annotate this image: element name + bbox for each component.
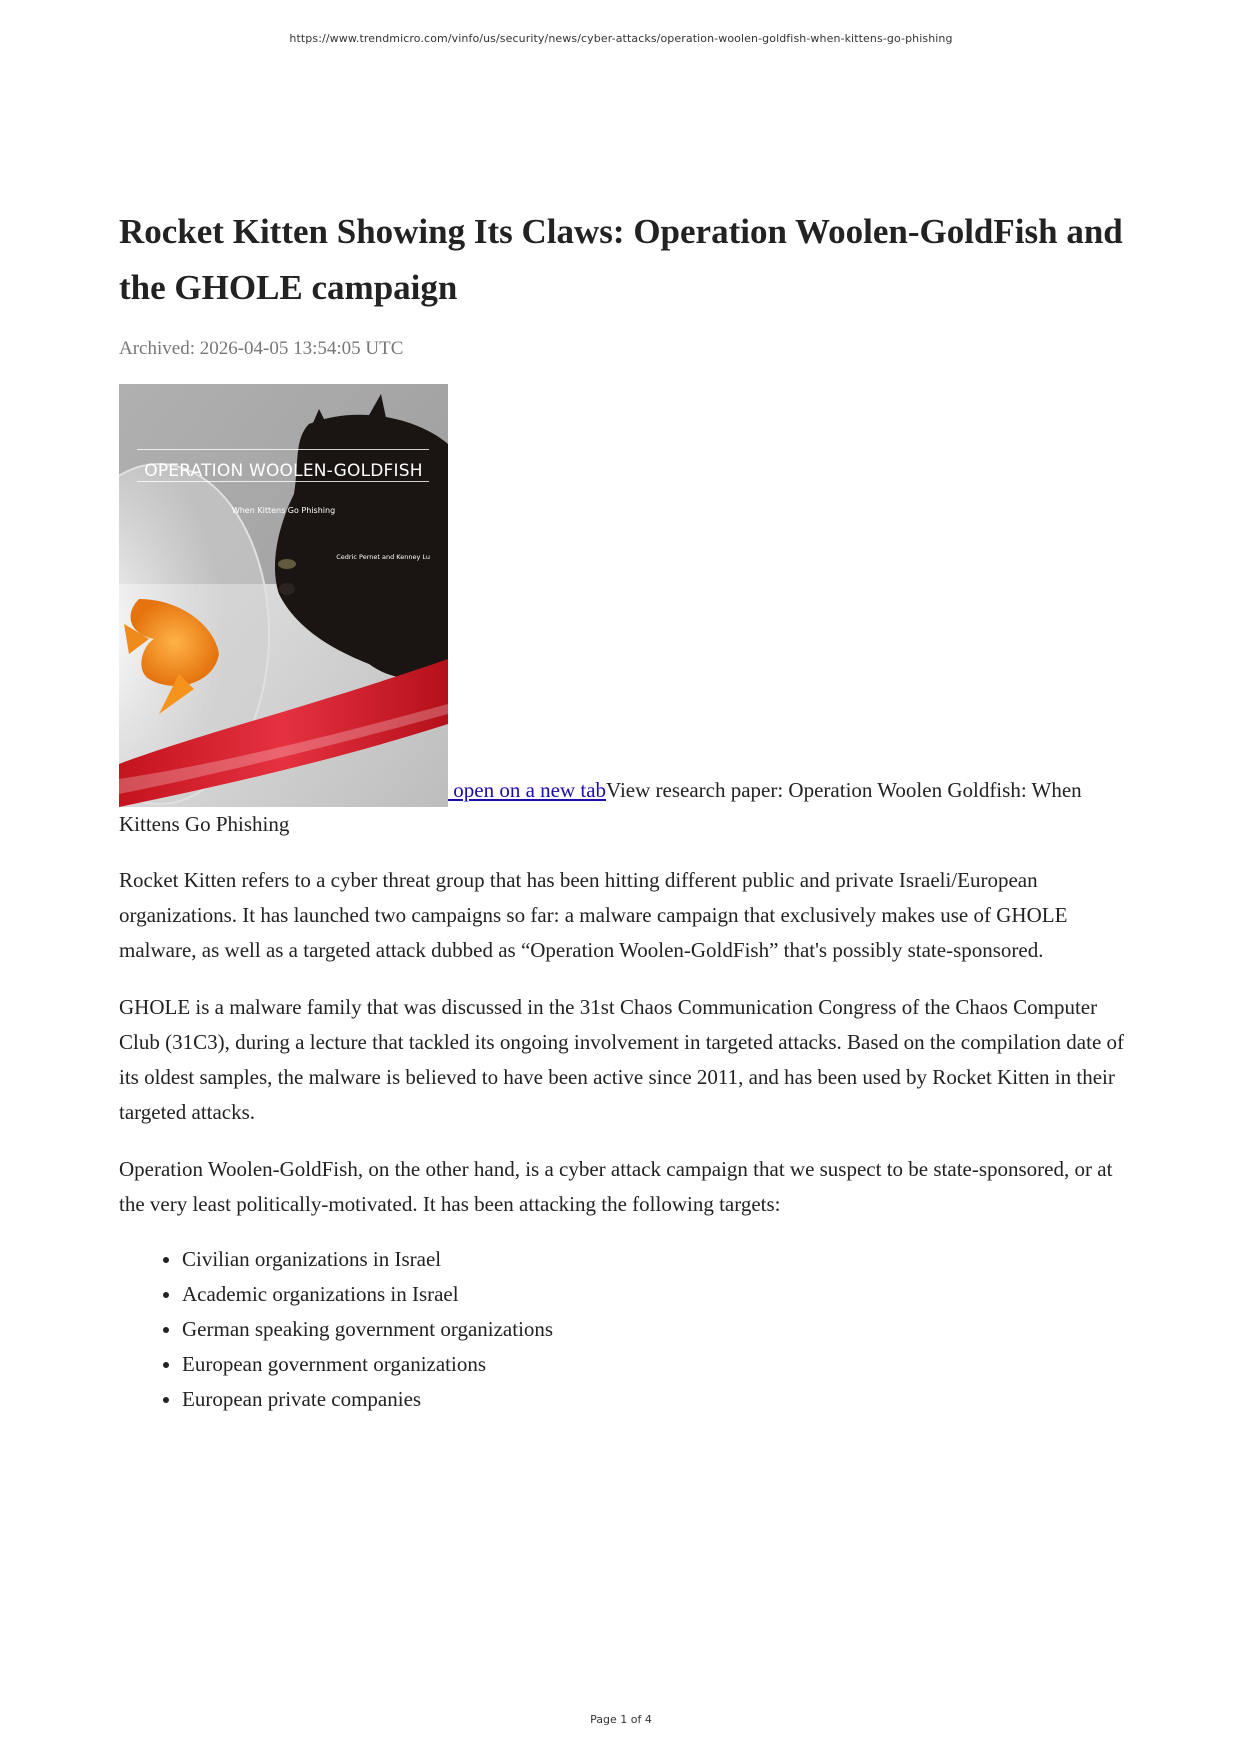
cover-artwork (119, 384, 448, 807)
article (119, 204, 1129, 1417)
list-item: • German speaking government organizations (182, 1312, 1129, 1347)
list-item: • European government organizations (182, 1347, 1129, 1382)
list-item: • Civilian organizations in Israel (182, 1242, 1129, 1277)
open-new-tab-link[interactable]: open on a new tab (448, 778, 607, 802)
cover-rule-bottom (137, 481, 429, 482)
cover-rule-top (137, 449, 429, 450)
page-number: Page 1 of 4 (590, 1713, 652, 1726)
research-paper-cover-image (119, 384, 448, 807)
archived-timestamp: Archived: 2026-04-05 13:54:05 UTC (119, 338, 404, 359)
figure-caption-block (119, 384, 1129, 841)
paragraph-intro: Rocket Kitten refers to a cyber threat group that has been hitting different public and private Israeli/European organizations. It has launched two campaigns so far: a malware campaign that exclusively makes use of GHOLE malware, as well as a targeted attack dubbed as “Operation Woolen-GoldFish” that's possibly state-sponsored. (119, 868, 1068, 962)
cover-authors: Cedric Pernet and Kenney Lu (336, 553, 430, 561)
page-url: https://www.trendmicro.com/vinfo/us/security/news/cyber-attacks/operation-woolen-goldfish-when-kittens-go-phishing (289, 32, 953, 45)
cover-subtitle: When Kittens Go Phishing (231, 506, 336, 515)
figure-caption-text: View research paper: Operation Woolen Goldfish: When Kittens Go Phishing (119, 778, 1082, 836)
paragraph-ghole: GHOLE is a malware family that was discussed in the 31st Chaos Communication Congress of the Chaos Computer Club (31C3), during a lecture that tackled its ongoing involvement in targeted attacks. Based on the compilation date of its oldest samples, the malware is believed to have been active since 2011, and has been used by Rocket Kitten in their targeted attacks. (119, 995, 1125, 1124)
cover-title: OPERATION WOOLEN-GOLDFISH (144, 461, 423, 481)
list-item: • European private companies (182, 1382, 1129, 1417)
targets-list (119, 1242, 1129, 1417)
article-title: Rocket Kitten Showing Its Claws: Operation Woolen-GoldFish and the GHOLE campaign (119, 212, 1123, 307)
paragraph-operation: Operation Woolen-GoldFish, on the other hand, is a cyber attack campaign that we suspect to be state-sponsored, or at the very least politically-motivated. It has been attacking the following targets: (119, 1157, 1113, 1216)
list-item: • Academic organizations in Israel (182, 1277, 1129, 1312)
